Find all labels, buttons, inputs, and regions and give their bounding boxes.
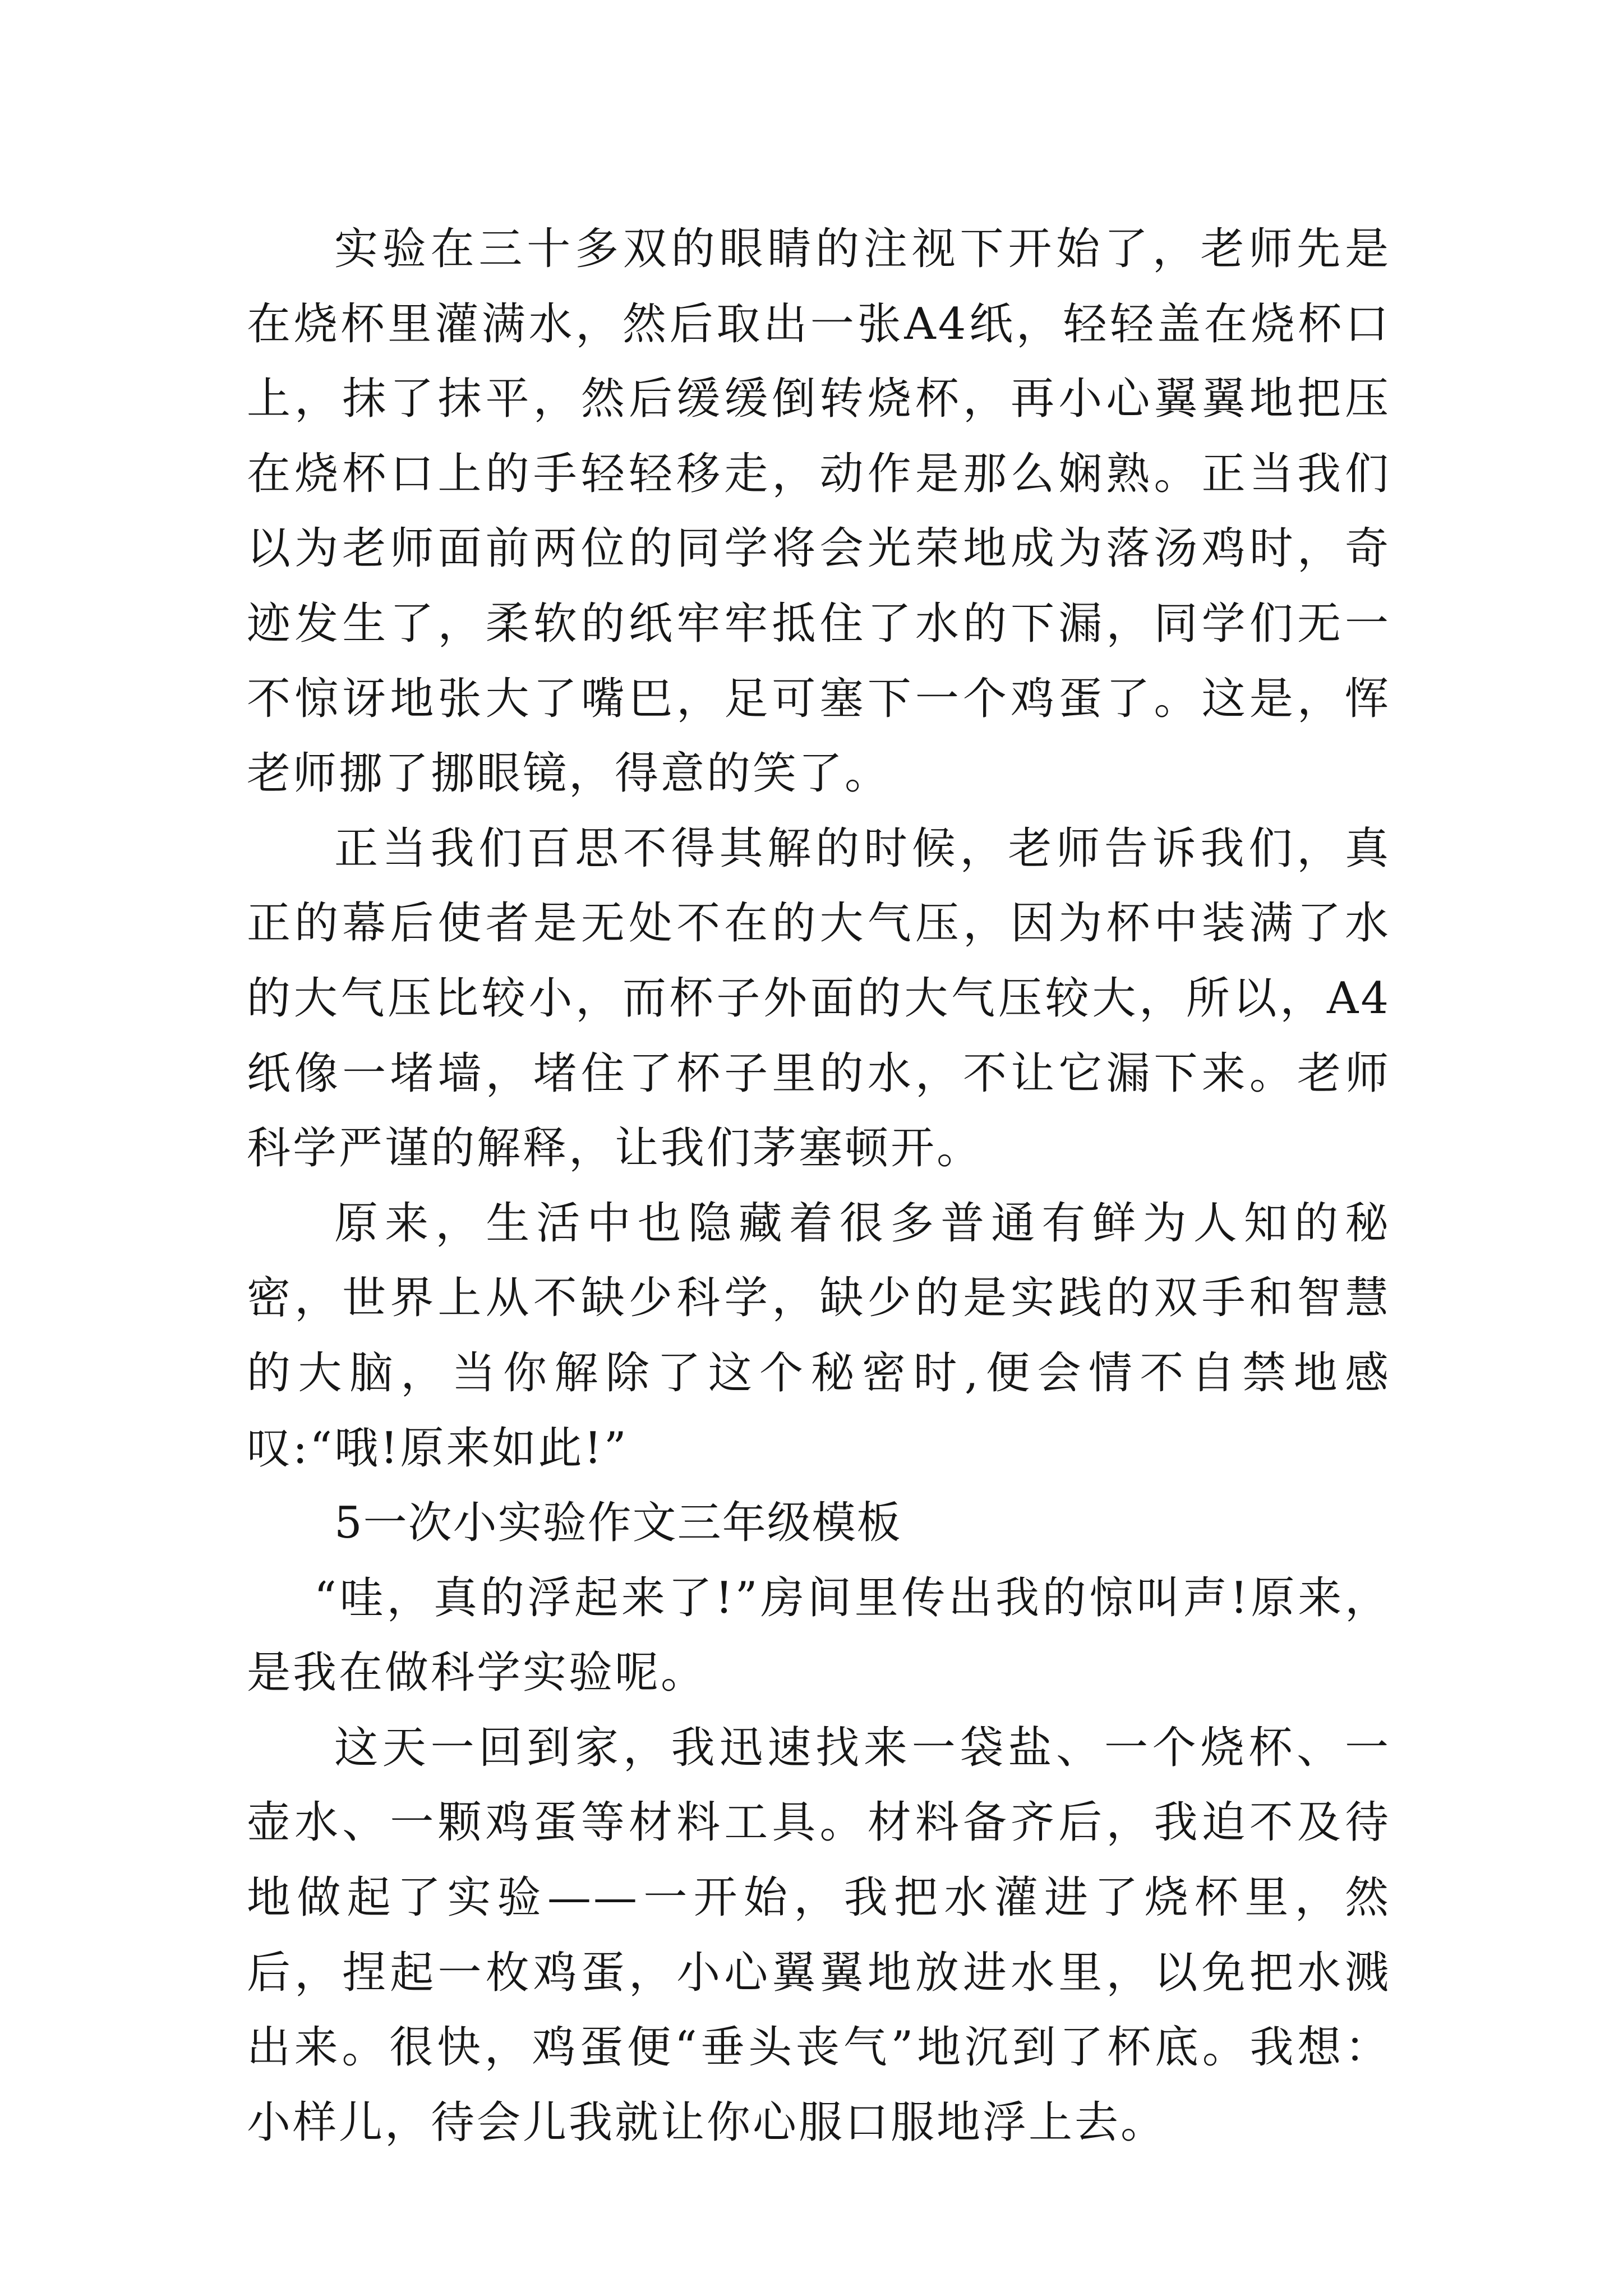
paragraph-experiment: 实验在三十多双的眼睛的注视下开始了，老师先是在烧杯里灌满水，然后取出一张A4纸，轻轻盖在烧杯口上，抹了抹平，然后缓缓倒转烧杯，再小心翼翼地把压在烧杯口上的手轻轻移走，动作是那么娴熟。正当我们以为老师面前两位的同学将会光荣地成为落汤鸡时，奇迹发生了，柔软的纸牢牢抵住了水的下漏，同学们无一不惊讶地张大了嘴巴，足可塞下一个鸡蛋了。这是，恽老师挪了挪眼镜，得意的笑了。 <box>247 224 1391 799</box>
section-title: 5一次小实验作文三年级模板 <box>334 1498 902 1549</box>
paragraph-conclusion: 原来，生活中也隐藏着很多普通有鲜为人知的秘密，世界上从不缺少科学，缺少的是实践的双手和智慧的大脑，当你解除了这个秘密时,便会情不自禁地感叹:“哦!原来如此!” <box>247 1198 1391 1474</box>
paragraph-exclamation: “哇，真的浮起来了!”房间里传出我的惊叫声!原来，是我在做科学实验呢。 <box>247 1572 1391 1699</box>
paragraph-explanation: 正当我们百思不得其解的时候，老师告诉我们，真正的幕后使者是无处不在的大气压，因为杯中装满了水的大气压比较小，而杯子外面的大气压较大，所以，A4纸像一堵墙，堵住了杯子里的水，不让它漏下来。老师科学严谨的解释，让我们茅塞顿开。 <box>247 823 1391 1174</box>
paragraph-egg-experiment: 这天一回到家，我迅速找来一袋盐、一个烧杯、一壶水、一颗鸡蛋等材料工具。材料备齐后，我迫不及待地做起了实验——一开始，我把水灌进了烧杯里，然后，捏起一枚鸡蛋，小心翼翼地放进水里，以免把水溅出来。很快，鸡蛋便“垂头丧气”地沉到了杯底。我想：小样儿，待会儿我就让你心服口服地浮上去。 <box>247 1722 1391 2148</box>
document-body <box>247 212 1391 2160</box>
